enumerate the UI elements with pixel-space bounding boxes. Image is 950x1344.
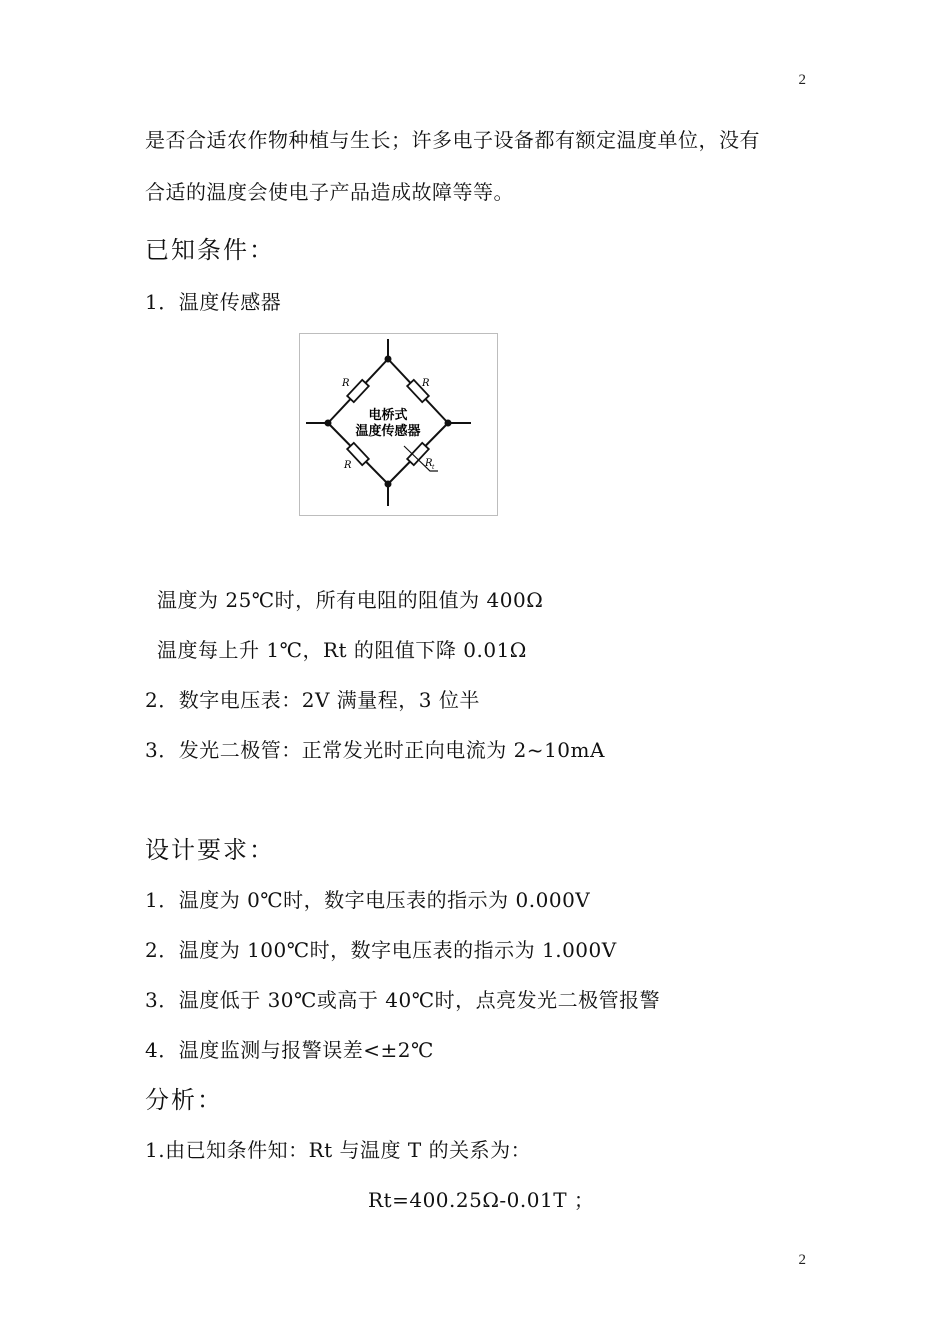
bridge-sensor-figure [299, 333, 498, 516]
paragraph-line-2: 合适的温度会使电子产品造成故障等等。 [145, 180, 514, 204]
resistor-label-bl: R [344, 460, 352, 471]
design-requirements-heading: 设计要求： [145, 836, 275, 864]
design-item-2: 2．温度为 100℃时，数字电压表的指示为 1.000V [145, 938, 617, 962]
resistor-label-tr: R [422, 378, 430, 389]
rt-label: R [425, 458, 433, 469]
known-sub-1: 温度为 25℃时，所有电阻的阻值为 400Ω [157, 588, 544, 612]
known-item-3: 3．发光二极管：正常发光时正向电流为 2~10mA [145, 738, 605, 762]
known-item-2: 2．数字电压表：2V 满量程，3 位半 [145, 688, 480, 712]
bridge-circuit-diagram [300, 334, 497, 515]
resistor-top-left [347, 380, 369, 402]
design-item-4: 4．温度监测与报警误差<±2℃ [145, 1038, 434, 1062]
page-number-top: 2 [798, 72, 806, 88]
design-item-3: 3．温度低于 30℃或高于 40℃时，点亮发光二极管报警 [145, 988, 661, 1012]
paragraph-line-1: 是否合适农作物种植与生长；许多电子设备都有额定温度单位，没有 [145, 128, 760, 152]
figure-title-line-1: 电桥式 [368, 408, 408, 423]
analysis-heading: 分析： [145, 1086, 223, 1114]
analysis-formula: Rt=400.25Ω-0.01T ； [368, 1188, 595, 1212]
resistor-label-tl: R [342, 378, 350, 389]
known-sub-2: 温度每上升 1℃，Rt 的阻值下降 0.01Ω [157, 638, 527, 662]
page-number-bottom: 2 [798, 1252, 806, 1268]
analysis-item-1: 1.由已知条件知：Rt 与温度 T 的关系为： [145, 1138, 532, 1162]
design-item-1: 1．温度为 0℃时，数字电压表的指示为 0.000V [145, 888, 591, 912]
known-conditions-heading: 已知条件： [145, 236, 275, 264]
figure-title-line-2: 温度传感器 [355, 424, 421, 439]
known-item-1: 1．温度传感器 [145, 290, 282, 314]
rt-subscript: t [432, 464, 435, 471]
